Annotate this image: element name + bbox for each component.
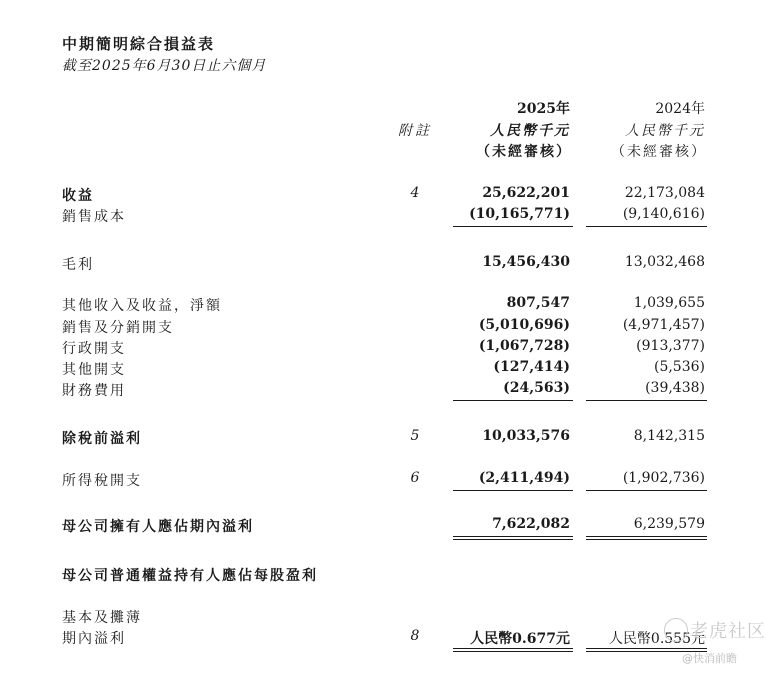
- row-label-admin-expenses: 行政開支: [62, 341, 126, 357]
- eps-sub-label: 基本及攤薄: [62, 610, 142, 626]
- row-2025-selling-expenses: (5,010,696): [478, 317, 570, 333]
- total-double-line: [586, 536, 707, 537]
- eps-2025: 人民幣0.677元: [470, 631, 570, 647]
- note-column-header: 附註: [398, 123, 432, 139]
- subtotal-line: [586, 490, 707, 491]
- row-2024-revenue: 22,173,084: [624, 185, 705, 201]
- row-2025-cost-of-sales: (10,165,771): [469, 206, 570, 222]
- total-double-line: [453, 651, 573, 652]
- row-label-profit-before-tax: 除稅前溢利: [62, 431, 142, 447]
- row-2025-admin-expenses: (1,067,728): [478, 338, 570, 354]
- row-2024-other-expenses: (5,536): [653, 359, 705, 375]
- row-2024-cost-of-sales: (9,140,616): [622, 206, 705, 222]
- row-2025-other-income: 807,547: [506, 295, 570, 311]
- eps-2024: 人民幣0.555元: [608, 631, 705, 647]
- eps-note: 8: [410, 628, 420, 644]
- statement-period: 截至2025年6月30日止六個月: [62, 58, 267, 74]
- header-2025-currency: 人民幣千元: [490, 123, 570, 139]
- total-double-line: [586, 539, 707, 540]
- row-2025-gross-profit: 15,456,430: [482, 254, 570, 270]
- subtotal-line: [453, 226, 573, 227]
- subtotal-line: [453, 490, 573, 491]
- row-2025-profit-before-tax: 10,033,576: [482, 428, 570, 444]
- row-label-other-expenses: 其他開支: [62, 362, 126, 378]
- eps-heading: 母公司普通權益持有人應佔每股盈利: [62, 568, 318, 584]
- row-2025-income-tax: (2,411,494): [478, 470, 570, 486]
- eps-label: 期內溢利: [62, 631, 126, 647]
- watermark-logo-icon: [664, 618, 688, 642]
- row-2025-profit-attributable: 7,622,082: [492, 516, 570, 532]
- row-label-revenue: 收益: [62, 188, 94, 204]
- row-note-revenue: 4: [410, 185, 420, 201]
- row-label-income-tax: 所得稅開支: [62, 473, 142, 489]
- row-label-cost-of-sales: 銷售成本: [62, 209, 126, 225]
- row-2024-profit-before-tax: 8,142,315: [633, 428, 705, 444]
- row-2025-other-expenses: (127,414): [493, 359, 570, 375]
- total-double-line: [453, 539, 573, 540]
- row-label-profit-attributable: 母公司擁有人應佔期內溢利: [62, 519, 254, 535]
- row-2025-finance-costs: (24,563): [503, 380, 570, 396]
- total-double-line: [586, 648, 707, 649]
- header-2024-currency: 人民幣千元: [625, 123, 705, 139]
- header-2024-audit: （未經審核）: [611, 144, 707, 160]
- row-note-income-tax: 6: [410, 470, 420, 486]
- header-2025-year: 2025年: [517, 101, 570, 117]
- header-2024-year: 2024年: [655, 101, 705, 117]
- row-label-other-income: 其他收入及收益，淨額: [62, 298, 222, 314]
- row-2024-admin-expenses: (913,377): [636, 338, 705, 354]
- subtotal-line: [453, 400, 573, 401]
- row-label-gross-profit: 毛利: [62, 257, 94, 273]
- subtotal-line: [586, 226, 707, 227]
- row-2024-other-income: 1,039,655: [633, 295, 705, 311]
- row-2024-gross-profit: 13,032,468: [624, 254, 705, 270]
- row-2024-profit-attributable: 6,239,579: [633, 516, 705, 532]
- header-2025-audit: （未經審核）: [476, 144, 572, 160]
- row-2024-selling-expenses: (4,971,457): [622, 317, 705, 333]
- subtotal-line: [586, 400, 707, 401]
- row-2025-revenue: 25,622,201: [482, 185, 570, 201]
- watermark-brand: 老虎社区: [690, 621, 766, 642]
- row-2024-income-tax: (1,902,736): [622, 470, 705, 486]
- total-double-line: [453, 648, 573, 649]
- row-2024-finance-costs: (39,438): [645, 380, 705, 396]
- total-double-line: [453, 536, 573, 537]
- row-note-profit-before-tax: 5: [410, 428, 420, 444]
- row-label-finance-costs: 財務費用: [62, 383, 126, 399]
- row-label-selling-expenses: 銷售及分銷開支: [62, 320, 174, 336]
- statement-title: 中期簡明綜合損益表: [62, 35, 216, 53]
- watermark-handle: @快消前瞻: [682, 652, 737, 665]
